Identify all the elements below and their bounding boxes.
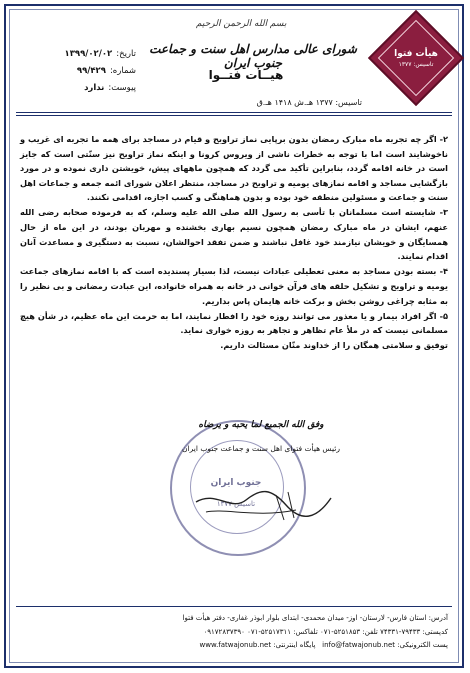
date-row bbox=[26, 46, 136, 63]
council-name: شورای عالی مدارس اهل سنت و جماعت جنوب ایران bbox=[149, 42, 357, 70]
number-value: ۹۹/۴۲۹ bbox=[76, 66, 106, 76]
attachment-value: ندارد bbox=[84, 83, 105, 93]
letter-frame bbox=[4, 4, 464, 668]
attachment-label: پیوست: bbox=[108, 83, 136, 93]
signature-block bbox=[156, 410, 346, 560]
letter-meta bbox=[26, 46, 136, 97]
date-label: تاریخ: bbox=[116, 49, 136, 59]
letter-footer bbox=[20, 612, 448, 653]
footer-divider bbox=[16, 606, 452, 607]
website-label: پایگاه اینترنتی: bbox=[273, 641, 316, 649]
footer-contact bbox=[20, 639, 448, 653]
paragraph-2: ۲- اگر چه تجربه ماه مبارک رمضان بدون برپایی نماز تراویح و قیام در مساجد برای همه ما تجربه ای غریب و ناخوشایند است اما با توجه به خطرات ناشی از ویروس کرونا و اینکه نماز تراویح نیز سنّتی است که جایز است در خانه اقامه گردد، بنابراین تأکید می گردد که همچون ماههای پیش، خویشتن داری نموده و در مورد بازگشایی مساجد و اقامه نمازهای یومیه و تراویح در مساجد، منتظر اعلان شورای ائمه جمعه و جماعات اهل سنت و جماعت و مسئولین منطقه خود بوده و بدون هماهنگی و کسب اجازه، اقدامی نکنند. bbox=[20, 134, 448, 203]
handwritten-signature bbox=[176, 450, 346, 540]
signatory-phrase: وفق الله الجمیع لما یحبه و یرضاه bbox=[198, 420, 324, 430]
logo-title: هیأت فتوا bbox=[394, 48, 438, 59]
stamp-text: جنوب ایران bbox=[210, 478, 262, 488]
paragraph-4: ۴- بسته بودن مساجد به معنی تعطیلی عبادات نیست، لذا بسیار پسندیده است که با اقامه نمازهای جماعت یومیه و تراویح و تشکیل حلقه های قرآن خوانی در خانه به همراه خانواده، این عبادت رمضانی و بی نظیر را به مثابه چراغی روشن بخش و برکت خانه هایمان پاس بداریم. bbox=[20, 266, 448, 306]
logo-text bbox=[382, 24, 450, 92]
founded-date: تاسیس: ۱۳۷۷ هـ.ش ۱۴۱۸ هـ.ق bbox=[256, 98, 362, 107]
header-divider-secondary bbox=[16, 115, 452, 116]
letter-body bbox=[20, 132, 448, 353]
stamp-year: تاسیس ۱۳۷۷ bbox=[216, 500, 256, 508]
number-row bbox=[26, 63, 136, 80]
email-label: پست الکترونیکی: bbox=[397, 641, 448, 649]
bismillah: بسم الله الرحمن الرحیم bbox=[196, 19, 287, 29]
email-link[interactable]: info@fatwajonub.net bbox=[322, 641, 396, 649]
paragraph-3: ۳- شایسته است مسلمانان با تأسی به رسول الله صلی الله علیه وسلم، که به فرموده صحابه رضی الله عنهم، ایشان در ماه مبارک رمضان همچون نسیم بهاری بخشنده و مهربان بودند، در این ماه از حال همسایگان و خویشان نیازمند خود غافل نباشند و ضمن تفقد احوالشان، نسبت به دستگیری و مساعدت آنان اقدام نمایند. bbox=[20, 207, 448, 262]
attachment-row bbox=[26, 80, 136, 97]
paragraph-5: ۵- اگر افراد بیمار و یا معذور می توانند روزه خود را افطار نمایند، اما به حرمت این ماه عظیم، در شأن هیچ مسلمانی نیست که در ملأ عام تظاهر و تجاهر به روزه خواری نماید. bbox=[20, 310, 448, 336]
letterhead bbox=[6, 6, 462, 124]
footer-phones: کدپستی: ۷۹۴۳۳-۷۴۳۳۱ تلفن: ۵۲۵۱۸۵۳-۰۷۱ تلفاکس: ۵۲۵۱۷۳۱۱-۰۷۱ ۰۹۱۷۲۸۳۷۳۹۰ bbox=[203, 627, 448, 636]
signatory-title: رئیس هیأت فتوای اهل سنت و جماعت جنوب ایران bbox=[182, 444, 340, 453]
header-divider bbox=[16, 112, 452, 113]
closing-line: توفیق و سلامتی همگان را از خداوند منّان مسئالت داریم. bbox=[220, 340, 448, 351]
footer-address: آدرس: استان فارس- لارستان- اوز- میدان محمدی- ابتدای بلوار ابوذر غفاری- دفتر هیأت فتوا bbox=[182, 614, 448, 622]
website-link[interactable]: www.fatwajonub.net bbox=[199, 641, 272, 649]
date-value: ۱۳۹۹/۰۲/۰۲ bbox=[64, 49, 113, 59]
logo-subtitle: تاسیس: ۱۳۷۷ bbox=[398, 60, 434, 68]
number-label: شماره: bbox=[109, 66, 136, 76]
board-name: هیــات فتــوا bbox=[208, 68, 284, 82]
